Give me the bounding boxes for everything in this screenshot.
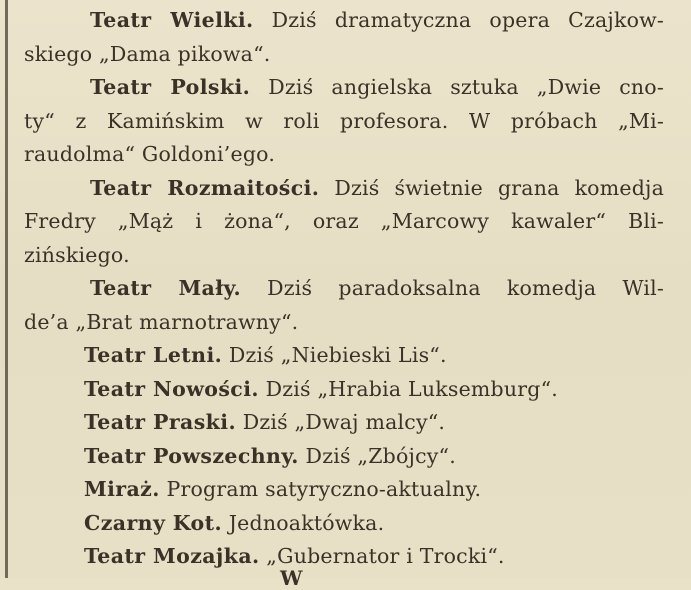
listing-line [24, 306, 664, 340]
listing-line [24, 4, 664, 38]
theatre-name: Teatr Rozmaitości. [90, 175, 320, 200]
theatre-name: Teatr Wielki. [90, 8, 254, 32]
cut-off-next-heading: W [280, 566, 304, 590]
listing-line [24, 406, 664, 440]
theatre-listings-column [24, 4, 664, 574]
listing-line [24, 172, 664, 206]
listing-text: zińskiego. [24, 242, 130, 267]
listing-line [24, 71, 664, 105]
listing-text: raudolma“ Goldoni’ego. [24, 142, 276, 166]
listing-line [24, 105, 664, 139]
theatre-name: Teatr Mozajka. [84, 544, 260, 568]
listing-line [24, 339, 664, 373]
theatre-name: Teatr Powszechny. [84, 443, 299, 468]
listing-text: Dziś „Zbójcy“. [298, 443, 456, 468]
listing-line [24, 373, 664, 407]
listing-text: ty“ z Kamińskim w roli profesora. W próbach „Mi- [24, 108, 664, 133]
listing-line [24, 473, 664, 507]
listing-line [24, 440, 664, 474]
listing-text: Dziś angielska sztuka „Dwie cno- [250, 75, 664, 99]
listing-text: skiego „Dama pikowa“. [24, 41, 271, 66]
listing-line [24, 272, 664, 306]
theatre-name: Teatr Praski. [84, 410, 237, 434]
listing-text: de’a „Brat marnotrawny“. [24, 309, 299, 334]
listing-text: Dziś „Niebieski Lis“. [222, 343, 447, 367]
theatre-name: Miraż. [84, 477, 160, 501]
listing-line [24, 138, 664, 172]
column-rule [5, 0, 8, 578]
listing-line [24, 540, 664, 574]
listing-line [24, 239, 664, 273]
listing-text: Jednoaktówka. [222, 510, 385, 535]
theatre-name: Teatr Letni. [84, 343, 223, 367]
listing-line [24, 205, 664, 239]
theatre-name: Teatr Nowości. [84, 376, 259, 401]
listing-text: Dziś „Dwaj malcy“. [236, 410, 446, 434]
listing-line [24, 38, 664, 72]
theatre-name: Teatr Mały. [90, 276, 242, 300]
listing-text: Dziś paradoksalna komedja Wil- [241, 276, 664, 300]
listing-line [24, 507, 664, 541]
listing-text: Dziś dramatyczna opera Czajkow- [253, 8, 664, 32]
listing-text: Program satyryczno-aktualny. [159, 477, 482, 501]
listing-text: „Gubernator i Trocki“. [259, 544, 505, 568]
listing-text: Fredry „Mąż i żona“, oraz „Marcowy kawaler“ Bli- [24, 209, 664, 233]
theatre-name: Czarny Kot. [84, 510, 223, 535]
theatre-name: Teatr Polski. [90, 75, 251, 99]
listing-text: Dziś „Hrabia Luksemburg“. [258, 376, 558, 401]
listing-text: Dziś świetnie grana komedja [319, 175, 664, 200]
